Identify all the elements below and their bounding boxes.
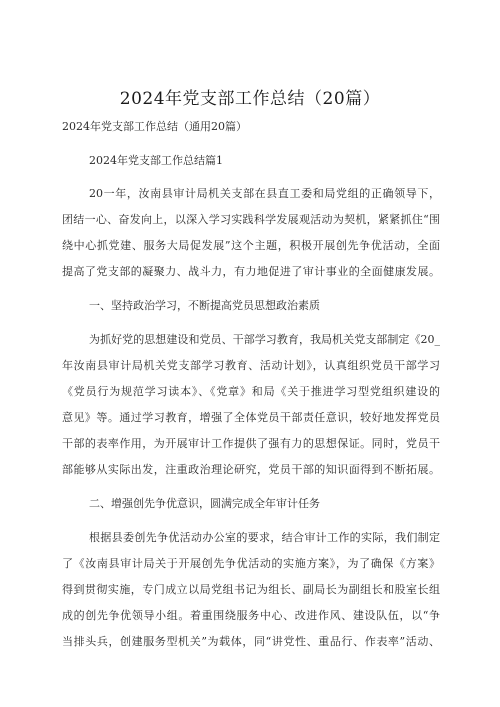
- paragraph-line: 20一年，汝南县审计局机关支部在县直工委和局党组的正确领导下，: [89, 187, 440, 200]
- paragraph-line: 《党员行为规范学习读本》、《党章》和局《关于推进学习型党组织建设的: [62, 385, 440, 398]
- section-heading: 二、增强创先争优意识，圆满完成全年审计任务: [89, 497, 320, 510]
- paragraph-line: 了《汝南县审计局关于开展创先争优活动的实施方案》，为了确保《方案》: [62, 557, 440, 570]
- paragraph-line: 提高了党支部的凝聚力、战斗力，有力地促进了审计事业的全面健康发展。: [62, 265, 440, 278]
- section-heading: 一、坚持政治学习，不断提高党员思想政治素质: [89, 299, 320, 312]
- paragraph-line: 根据县委创先争优活动办公室的要求，结合审计工作的实际，我们制定: [89, 531, 440, 544]
- paragraph-line: 为抓好党的思想建设和党员、干部学习教育，我局机关党支部制定《20_: [89, 333, 440, 346]
- paragraph-line: 当排头兵，创建服务型机关”为载体，同“讲党性、重品行、作表率”活动、: [62, 635, 440, 648]
- paragraph-line: 部能够从实际出发，注重政治理论研究，党员干部的知识面得到不断拓展。: [62, 463, 440, 476]
- paragraph-line: 团结一心、奋发向上，以深入学习实践科学发展观活动为契机，紧紧抓住“围: [62, 213, 440, 226]
- section-title: 2024年党支部工作总结篇1: [89, 154, 223, 167]
- document-subtitle: 2024年党支部工作总结（通用20篇）: [62, 120, 247, 133]
- page-title: 2024年党支部工作总结（20篇）: [119, 89, 381, 109]
- paragraph-line: 得到贯彻实施，专门成立以局党组书记为组长、副局长为副组长和股室长组: [62, 583, 440, 596]
- paragraph-line: 意见》等。通过学习教育，增强了全体党员干部责任意识，较好地发挥党员: [62, 411, 440, 424]
- paragraph-line: 成的创先争优领导小组。着重围绕服务中心、改进作风、建设队伍，以“争: [62, 609, 440, 622]
- paragraph-line: 年汝南县审计局机关党支部学习教育、活动计划》，认真组织党员干部学习: [62, 359, 440, 372]
- paragraph-line: 干部的表率作用，为开展审计工作提供了强有力的思想保证。同时，党员干: [62, 437, 440, 450]
- paragraph-line: 绕中心抓党建、服务大局促发展”这个主题，积极开展创先争优活动，全面: [62, 239, 440, 252]
